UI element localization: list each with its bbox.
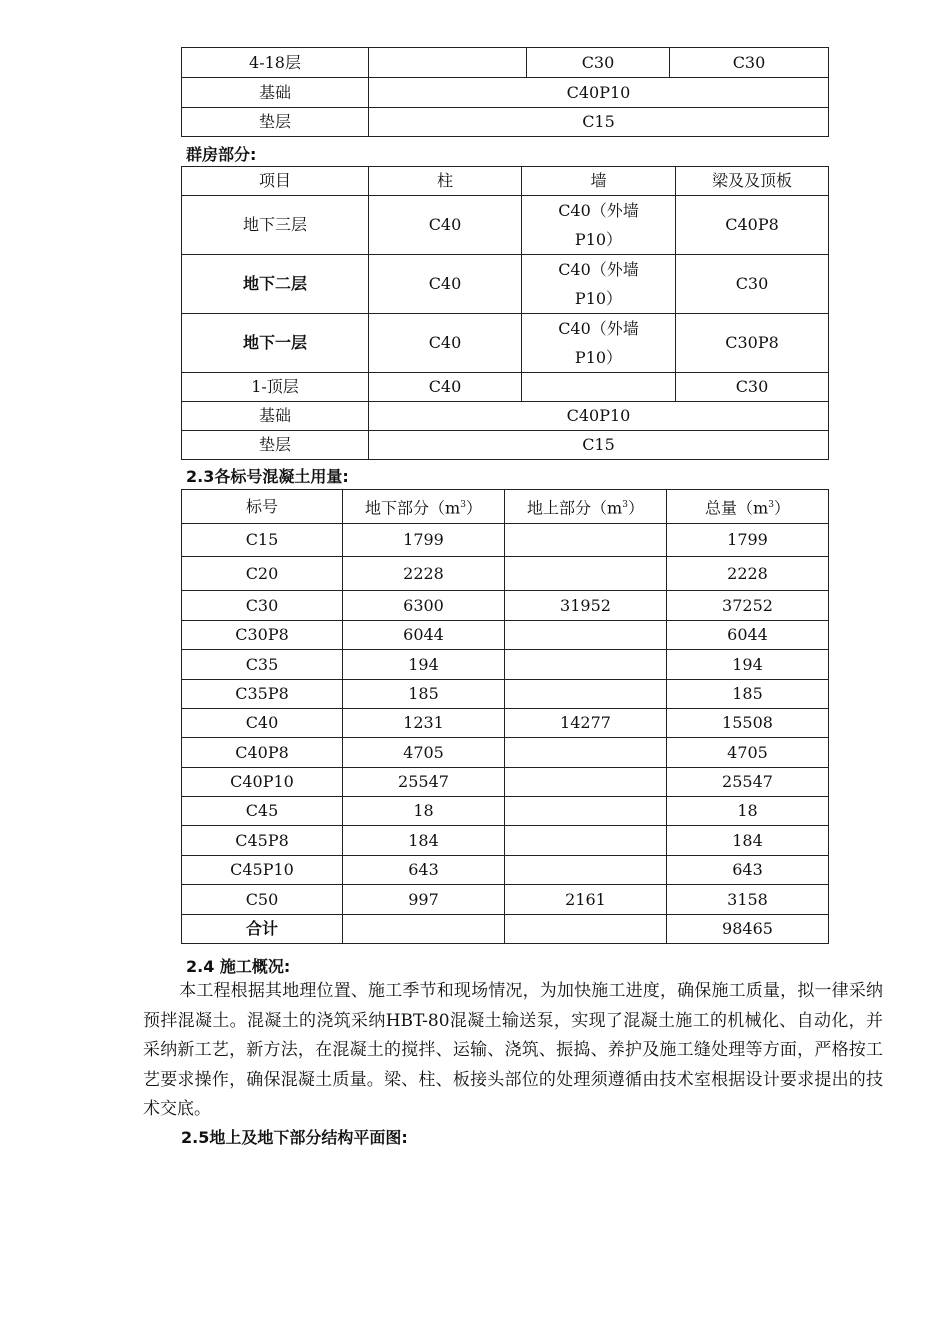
table-cell: 3158: [667, 885, 829, 915]
table-cell: [505, 680, 667, 709]
table-row: [182, 196, 829, 255]
table-cell: 1799: [343, 524, 505, 557]
section-heading-qunfang: 群房部分:: [186, 145, 257, 164]
table-cell: 1-顶层: [182, 373, 369, 402]
table-header-cell: 地下部分$(m^3)$: [343, 490, 505, 524]
wall-line-2: P10）: [574, 230, 623, 249]
table-row: [182, 431, 829, 460]
table-cell: 4-18层: [182, 48, 369, 78]
table-cell: C45P8: [182, 826, 343, 856]
table-cell: 14277: [505, 709, 667, 738]
table-cell: C30: [676, 373, 829, 402]
table-cell: 6300: [343, 591, 505, 621]
table-cell: C40: [369, 255, 522, 314]
table-row: [182, 709, 829, 738]
table-cell: 184: [343, 826, 505, 856]
table-row: [182, 524, 829, 557]
table-cell: 15508: [667, 709, 829, 738]
table-cell: 185: [667, 680, 829, 709]
table-cell-wall: [522, 255, 676, 314]
table-row: [182, 78, 829, 108]
table-row: [182, 768, 829, 797]
table-cell: 643: [667, 856, 829, 885]
table-row: [182, 856, 829, 885]
podium-table: [181, 166, 829, 460]
wall-line-2: P10）: [574, 289, 623, 308]
table-cell: [343, 915, 505, 944]
table-cell: [505, 856, 667, 885]
table-header-row: [182, 490, 829, 524]
table-row: [182, 650, 829, 680]
table-cell: C40: [369, 373, 522, 402]
table-row: [182, 826, 829, 856]
table-row: [182, 738, 829, 768]
table-cell: 25547: [343, 768, 505, 797]
table-cell: 地下三层: [182, 196, 369, 255]
table-cell: 643: [343, 856, 505, 885]
table-cell: 2228: [667, 557, 829, 591]
table-cell: [505, 915, 667, 944]
table-cell: C40: [369, 196, 522, 255]
table-cell: C40P10: [182, 768, 343, 797]
table-cell: C15: [369, 431, 829, 460]
table-cell: C15: [369, 108, 829, 137]
table-header-cell: 地上部分$(m^3)$: [505, 490, 667, 524]
table-cell: [505, 557, 667, 591]
table-cell-wall: [522, 196, 676, 255]
table-row: [182, 373, 829, 402]
table-cell: C15: [182, 524, 343, 557]
table-row: [182, 48, 829, 78]
table-cell: 基础: [182, 402, 369, 431]
table-cell: C30: [527, 48, 670, 78]
table-row: [182, 557, 829, 591]
table-cell: C35: [182, 650, 343, 680]
table-cell: C40P8: [676, 196, 829, 255]
table-cell: 4705: [667, 738, 829, 768]
wall-line-1: C40（外墙: [558, 319, 639, 338]
table-row: [182, 680, 829, 709]
table-row: [182, 402, 829, 431]
table-cell: [505, 524, 667, 557]
table-cell: [505, 768, 667, 797]
table-header-cell: 墙: [522, 167, 676, 196]
table-cell: C40: [369, 314, 522, 373]
table-cell: [369, 48, 527, 78]
table-cell: 6044: [343, 621, 505, 650]
table-row: [182, 255, 829, 314]
table-header-cell: 标号: [182, 490, 343, 524]
table-cell-wall: [522, 314, 676, 373]
table-cell: 18: [667, 797, 829, 826]
table-cell: [522, 373, 676, 402]
section-heading-2-4: 2.4 施工概况:: [186, 957, 291, 976]
table-row: [182, 885, 829, 915]
table-cell: [505, 650, 667, 680]
table-cell: 垫层: [182, 108, 369, 137]
table-cell: 997: [343, 885, 505, 915]
table-row: [182, 621, 829, 650]
table-cell: C30: [676, 255, 829, 314]
table-cell: 2161: [505, 885, 667, 915]
table-cell: 垫层: [182, 431, 369, 460]
table-cell: C30: [670, 48, 829, 78]
table-cell: 25547: [667, 768, 829, 797]
table-cell: 185: [343, 680, 505, 709]
table-cell: 31952: [505, 591, 667, 621]
table-cell: [505, 797, 667, 826]
table-cell: 37252: [667, 591, 829, 621]
table-cell: C30: [182, 591, 343, 621]
table-cell: C45P10: [182, 856, 343, 885]
wall-line-1: C40（外墙: [558, 260, 639, 279]
table-cell: C40P10: [369, 78, 829, 108]
table-cell: 2228: [343, 557, 505, 591]
table-cell: 184: [667, 826, 829, 856]
paragraph-construction-overview: [143, 977, 883, 1125]
table-cell: C20: [182, 557, 343, 591]
table-cell: [505, 738, 667, 768]
table-cell: [505, 826, 667, 856]
tower-table-fragment: [181, 47, 829, 137]
section-heading-2-5: 2.5地上及地下部分结构平面图:: [181, 1128, 408, 1147]
table-row: [182, 591, 829, 621]
table-cell: 194: [667, 650, 829, 680]
table-cell: 194: [343, 650, 505, 680]
table-header-cell: 柱: [369, 167, 522, 196]
table-row: [182, 108, 829, 137]
table-cell: 1799: [667, 524, 829, 557]
wall-line-2: P10）: [574, 348, 623, 367]
table-cell: [505, 621, 667, 650]
table-cell: 地下一层: [182, 314, 369, 373]
table-row: [182, 797, 829, 826]
table-cell: C30P8: [182, 621, 343, 650]
table-body: [182, 524, 829, 944]
table-cell: C40P8: [182, 738, 343, 768]
table-cell: 1231: [343, 709, 505, 738]
table-cell: C30P8: [676, 314, 829, 373]
concrete-volume-table: [181, 489, 829, 944]
table-cell: 4705: [343, 738, 505, 768]
table-cell: 98465: [667, 915, 829, 944]
table-cell: C35P8: [182, 680, 343, 709]
table-header-cell: 梁及及顶板: [676, 167, 829, 196]
table-header-cell: 项目: [182, 167, 369, 196]
table-cell: 合计: [182, 915, 343, 944]
section-heading-2-3: 2.3各标号混凝土用量:: [186, 467, 349, 486]
table-cell: 地下二层: [182, 255, 369, 314]
table-row: [182, 314, 829, 373]
paragraph-text: 本工程根据其地理位置、施工季节和现场情况，为加快施工进度，确保施工质量，拟一律采纳预拌混凝土。混凝土的浇筑采纳HBT-80混凝土输送泵，实现了混凝土施工的机械化、自动化，并采纳新工艺，新方法，在混凝土的搅拌、运输、浇筑、振捣、养护及施工缝处理等方面，严格按工艺要求操作，确保混凝土质量。梁、柱、板接头部位的处理须遵循由技术室根据设计要求提出的技术交底。: [143, 981, 883, 1119]
table-cell: C45: [182, 797, 343, 826]
table-cell: C50: [182, 885, 343, 915]
table-cell: 基础: [182, 78, 369, 108]
table-cell: 6044: [667, 621, 829, 650]
table-cell: 18: [343, 797, 505, 826]
table-cell: C40: [182, 709, 343, 738]
table-cell: C40P10: [369, 402, 829, 431]
table-header-row: [182, 167, 829, 196]
table-header-cell: 总量$(m^3)$: [667, 490, 829, 524]
wall-line-1: C40（外墙: [558, 201, 639, 220]
table-row: [182, 915, 829, 944]
